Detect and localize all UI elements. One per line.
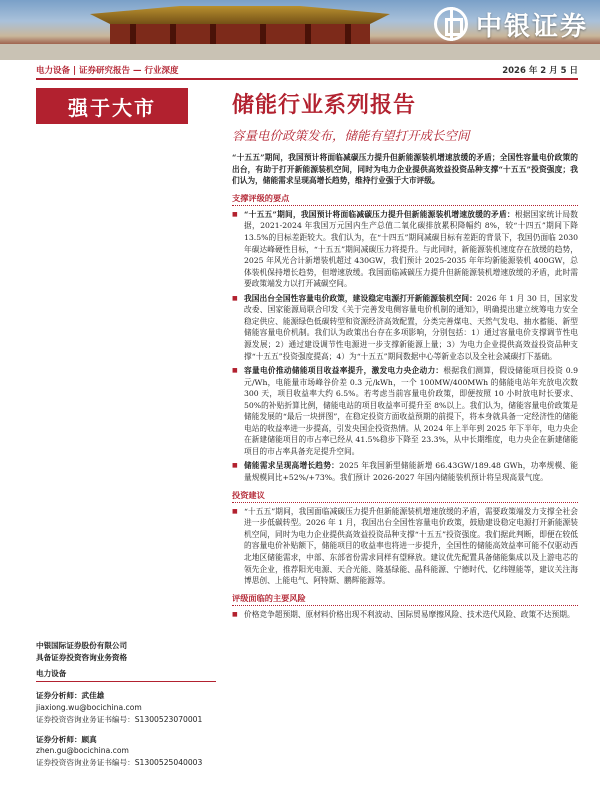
- point-item: [232, 209, 578, 290]
- brand-logo: [434, 4, 588, 44]
- point-text: 根据我们测算，假设储能项目投资 0.9 元/Wh，电能量市场峰谷价差 0.3 元/kWh，一个 100MW/400MWh 的储能电站年充放电次数 300 天，项目收益率大约 6.5%。若考虑当前容量电价政策，即便按照 10 小时放电时长要求、50%的补贴折算比例，储能电站的项目收益率可提升至 8%以上。我们认为，储能容量电价政策是储能发展的“最后一块拼图”，在稳定投资方面收益预期的前提下，将本身就具备一定经济性的储能电站的收益率进一步提高，引发央国企投资热情。从 2024 年上半年到 2025 年下半年，电力央企在新建储能项目的市占率已经从 41.5%稳步下降至 23.3%，从中长期维度，电力央企在新建储能项目的市占率具备充足提升空间。: [244, 366, 578, 456]
- risk-item: [232, 609, 578, 621]
- report-subtitle: 容量电价政策发布，储能有望打开成长空间: [232, 128, 470, 143]
- point-lead: 储能需求呈现高增长趋势：: [244, 461, 340, 471]
- report-date: 2026 年 2 月 5 日: [502, 66, 578, 76]
- palace-roof-image: [90, 6, 390, 26]
- advice-item: [232, 506, 578, 587]
- risk-text: 价格竞争超预期、原材料价格出现不利波动、国际贸易摩擦风险、技术迭代风险、政策不达预期。: [244, 609, 575, 619]
- analyst-email[interactable]: jiaxiong.wu@bocichina.com: [36, 703, 142, 713]
- bank-logo-icon: [434, 7, 468, 41]
- analyst-email[interactable]: zhen.gu@bocichina.com: [36, 746, 129, 756]
- analyst-name: 证券分析师：顾真: [36, 734, 97, 744]
- point-lead: “十五五”期间，我国预计将面临减碳压力提升但新能源装机增速放缓的矛盾：: [244, 209, 515, 219]
- advice-text: “十五五”期间，我国面临减碳压力提升但新能源装机增速放缓的矛盾，需要政策端发力支撑全社会进一步低碳转型。2026 年 1 月，我国出台全国性容量电价政策，鼓励建设稳定电源打开新能源装机空间，同时为电力企业提供高效益投资品种支撑“十五五”投资强度。我们据此判断，即便在较低的容量电价补贴额下，储能项目的收益率也将进一步提升，全国性的储能高效益率可能不仅驱动西北地区储能需求，中部、东部省份需求同样有望释放。建议优先配置具备储能集成以及上游电芯的领先企业，推荐阳光电源、天合光能、隆基绿能、晶科能源、宁德时代、亿纬锂能等，建议关注海博思创、上能电气、阿特斯、鹏辉能源等。: [244, 506, 578, 586]
- rating-badge: 强于大市: [36, 88, 188, 124]
- industry-label: 电力设备: [36, 668, 67, 678]
- section-title-advice: 投资建议: [232, 489, 578, 503]
- summary-paragraph: “十五五”期间，我国预计将面临减碳压力提升但新能源装机增速放缓的矛盾；全国性容量电价政策的出台，有助于打开新能源装机空间，同时为电力企业提供高效益投资品种支撑“十五五”投资强度；我们认为，储能需求呈现高增长趋势，维持行业强于大市评级。: [232, 153, 578, 186]
- report-title: 储能行业系列报告: [232, 93, 417, 118]
- report-category: 电力设备 | 证券研究报告 — 行业深度: [36, 66, 179, 76]
- point-item: [232, 365, 578, 457]
- analyst-cert: 证券投资咨询业务证书编号：S1300525040003: [36, 758, 203, 768]
- analyst-cert: 证券投资咨询业务证书编号：S1300523070001: [36, 714, 203, 724]
- point-text: 2026 年 1 月 30 日，国家发改委、国家能源局联合印发《关于完善发电侧容量电价机制的通知》，明确提出建立统筹电力安全稳定供应、能源绿色低碳转型和资源经济高效配置，分类完善煤电、天然气发电、抽水蓄能、新型储能容量电价机制。我们认为政策出台存在多项影响，分别包括：1）通过容量电价支撑调节性电源发展；2）通过建设调节性电源进一步支撑新能源上量；3）为电力企业提供高效益投资品种支撑“十五五”投资强度提高；4）为“十五五”期间数据中心等新业态以及全社会减碳打下基础。: [244, 293, 578, 361]
- section-title-risk: 评级面临的主要风险: [232, 592, 578, 606]
- analyst-name: 证券分析师：武佳雄: [36, 691, 105, 701]
- point-lead: 容量电价推动储能项目收益率提升，激发电力央企动力：: [244, 366, 444, 376]
- company-qualification: 具备证券投资咨询业务资格: [36, 652, 128, 662]
- point-text: 根据国家统计局数据，2021-2024 年我国万元国内生产总值二氧化碳排放累积降幅约 8%，较“十四五”期间下降 13.5%的目标差距较大。我们认为，在“十四五”期间减碳目标有差距的背景下，我国仍面临 2030 年碳达峰硬性目标，“十五五”期间减碳压力将提升。与此同时，新能源装机速度存在放缓的趋势，2025 年风光合计新增装机超过 430GW，我们预计 2025-2035 年年均新能源装机 400GW，总体装机保持增长趋势，但增速放缓。我国面临减碳压力提升但新能源装机增速放缓的矛盾，此时需要政策端发力以打开减碳空间。: [244, 209, 578, 289]
- point-item: [232, 460, 578, 483]
- header-banner: [0, 0, 600, 60]
- brand-name: 中银证券: [475, 11, 588, 42]
- point-lead: 我国出台全国性容量电价政策，建设稳定电源打开新能源装机空间：: [244, 293, 477, 303]
- company-name: 中银国际证券股份有限公司: [36, 641, 128, 650]
- point-item: [232, 293, 578, 362]
- palace-wall-image: [0, 44, 600, 60]
- main-content: [232, 152, 578, 623]
- analyst-sidebar: [36, 640, 216, 769]
- divider: [36, 681, 216, 682]
- section-title-points: 支撑评级的要点: [232, 192, 578, 206]
- point-text: 2025 年我国新型储能新增 66.43GW/189.48 GWh，功率规模、能量规模同比+52%/+73%。我们预计 2026-2027 年国内储能装机预计将呈现高景气度。: [244, 461, 578, 482]
- report-meta-bar: [36, 62, 578, 80]
